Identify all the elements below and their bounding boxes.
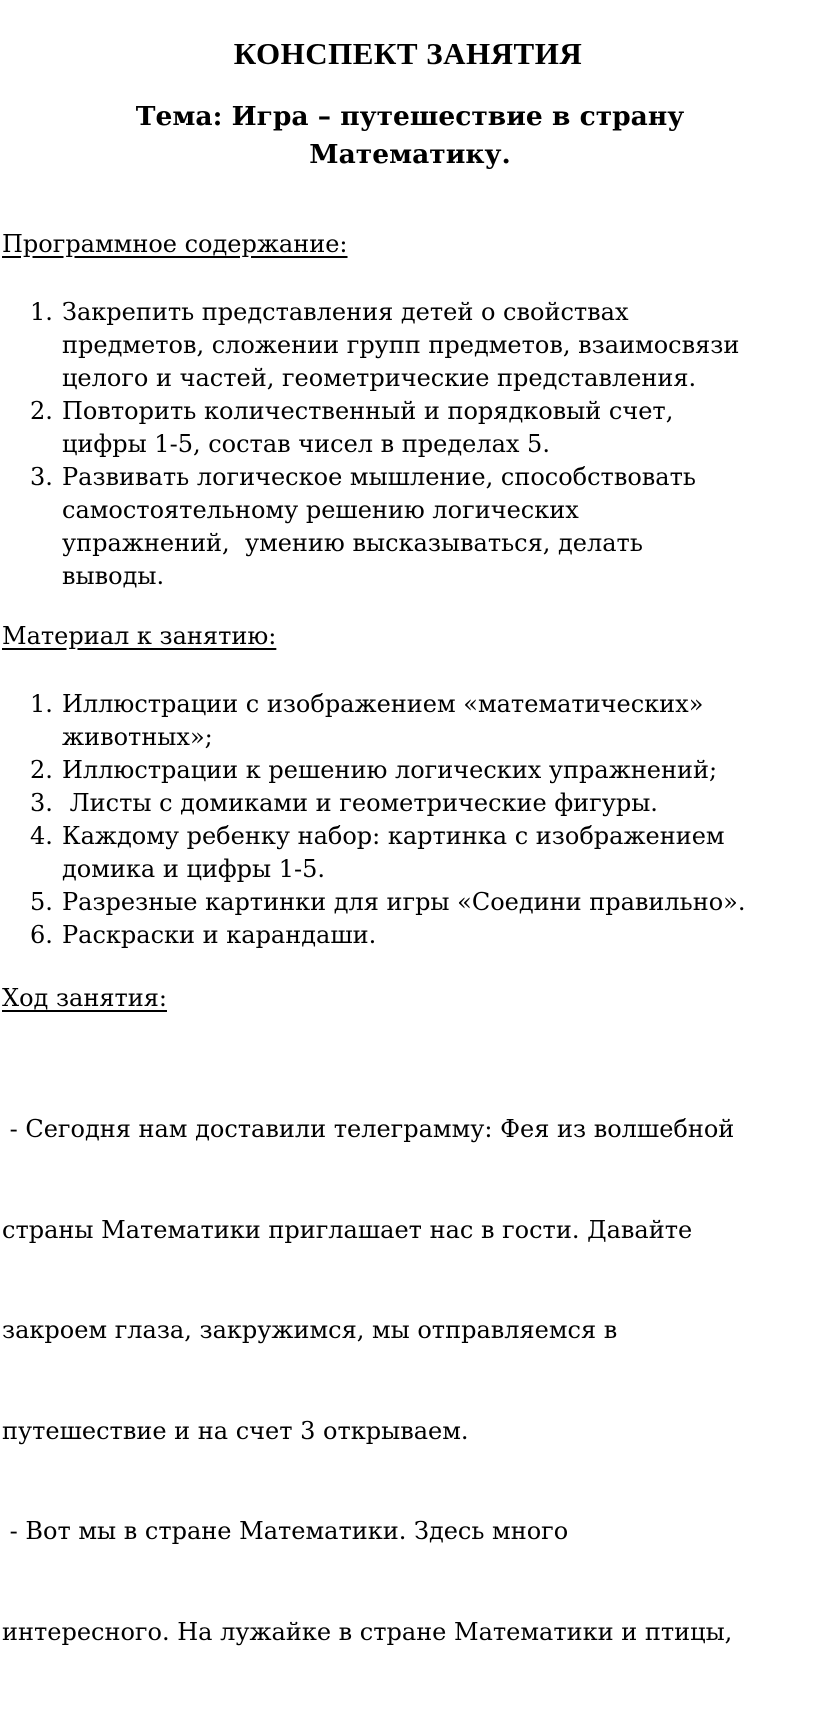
list-item (0, 820, 816, 886)
item-line: Закрепить представления детей о свойствах (62, 298, 629, 326)
item-line: Листы с домиками и геометрические фигуры. (62, 789, 658, 817)
item-line: Иллюстрации к решению логических упражнений; (62, 756, 718, 784)
item-line: самостоятельному решению логических (62, 496, 579, 524)
text-line: закроем глаза, закружимся, мы отправляемся в (2, 1316, 618, 1344)
item-line: упражнений, умению высказываться, делать (62, 529, 643, 557)
item-line: Разрезные картинки для игры «Соедини правильно». (62, 888, 746, 916)
program-heading: Программное содержание: (2, 230, 348, 258)
list-item (0, 296, 816, 395)
item-number: 1. (30, 298, 53, 326)
item-number: 5. (30, 888, 53, 916)
list-item (0, 787, 816, 820)
item-number: 6. (30, 921, 53, 949)
item-line: Развивать логическое мышление, способствовать (62, 463, 696, 491)
item-number: 2. (30, 756, 53, 784)
item-line: Раскраски и карандаши. (62, 921, 377, 949)
list-item (0, 886, 816, 919)
item-number: 3. (30, 789, 53, 817)
item-number: 3. (30, 463, 53, 491)
course-heading: Ход занятия: (2, 984, 167, 1012)
text-line: путешествие и на счет 3 открываем. (2, 1416, 469, 1445)
item-line: целого и частей, геометрические представления. (62, 364, 697, 392)
text-line: - Вот мы в стране Математики. Здесь много (2, 1517, 569, 1545)
course-text (2, 1046, 816, 1716)
item-number: 2. (30, 397, 53, 425)
topic-line: Математику. (309, 139, 511, 170)
item-line: животных»; (62, 723, 213, 751)
material-list (0, 688, 816, 952)
document-title: КОНСПЕКТ ЗАНЯТИЯ (233, 36, 583, 71)
list-item (0, 919, 816, 952)
item-line: выводы. (62, 562, 165, 590)
program-list (0, 296, 816, 593)
text-line: интересного. На лужайке в стране Математики и птицы, (2, 1617, 733, 1646)
list-item (0, 461, 816, 593)
text-line: страны Математики приглашает нас в гости. Давайте (2, 1215, 693, 1244)
list-item (0, 395, 816, 461)
item-line: Повторить количественный и порядковый счет, (62, 397, 674, 425)
list-item (0, 754, 816, 787)
item-line: домика и цифры 1-5. (62, 855, 326, 883)
item-line: предметов, сложении групп предметов, взаимосвязи (62, 331, 740, 359)
list-item (0, 688, 816, 754)
item-number: 4. (30, 822, 53, 850)
item-line: Иллюстрации с изображением «математических» (62, 690, 704, 718)
text-line: - Сегодня нам доставили телеграмму: Фея из волшебной (2, 1115, 735, 1143)
topic-line: Тема: Игра – путешествие в страну (135, 101, 685, 132)
item-number: 1. (30, 690, 53, 718)
lesson-topic (60, 98, 760, 174)
material-heading: Материал к занятию: (2, 622, 277, 650)
item-line: Каждому ребенку набор: картинка с изображением (62, 822, 725, 850)
item-line: цифры 1-5, состав чисел в пределах 5. (62, 430, 550, 458)
